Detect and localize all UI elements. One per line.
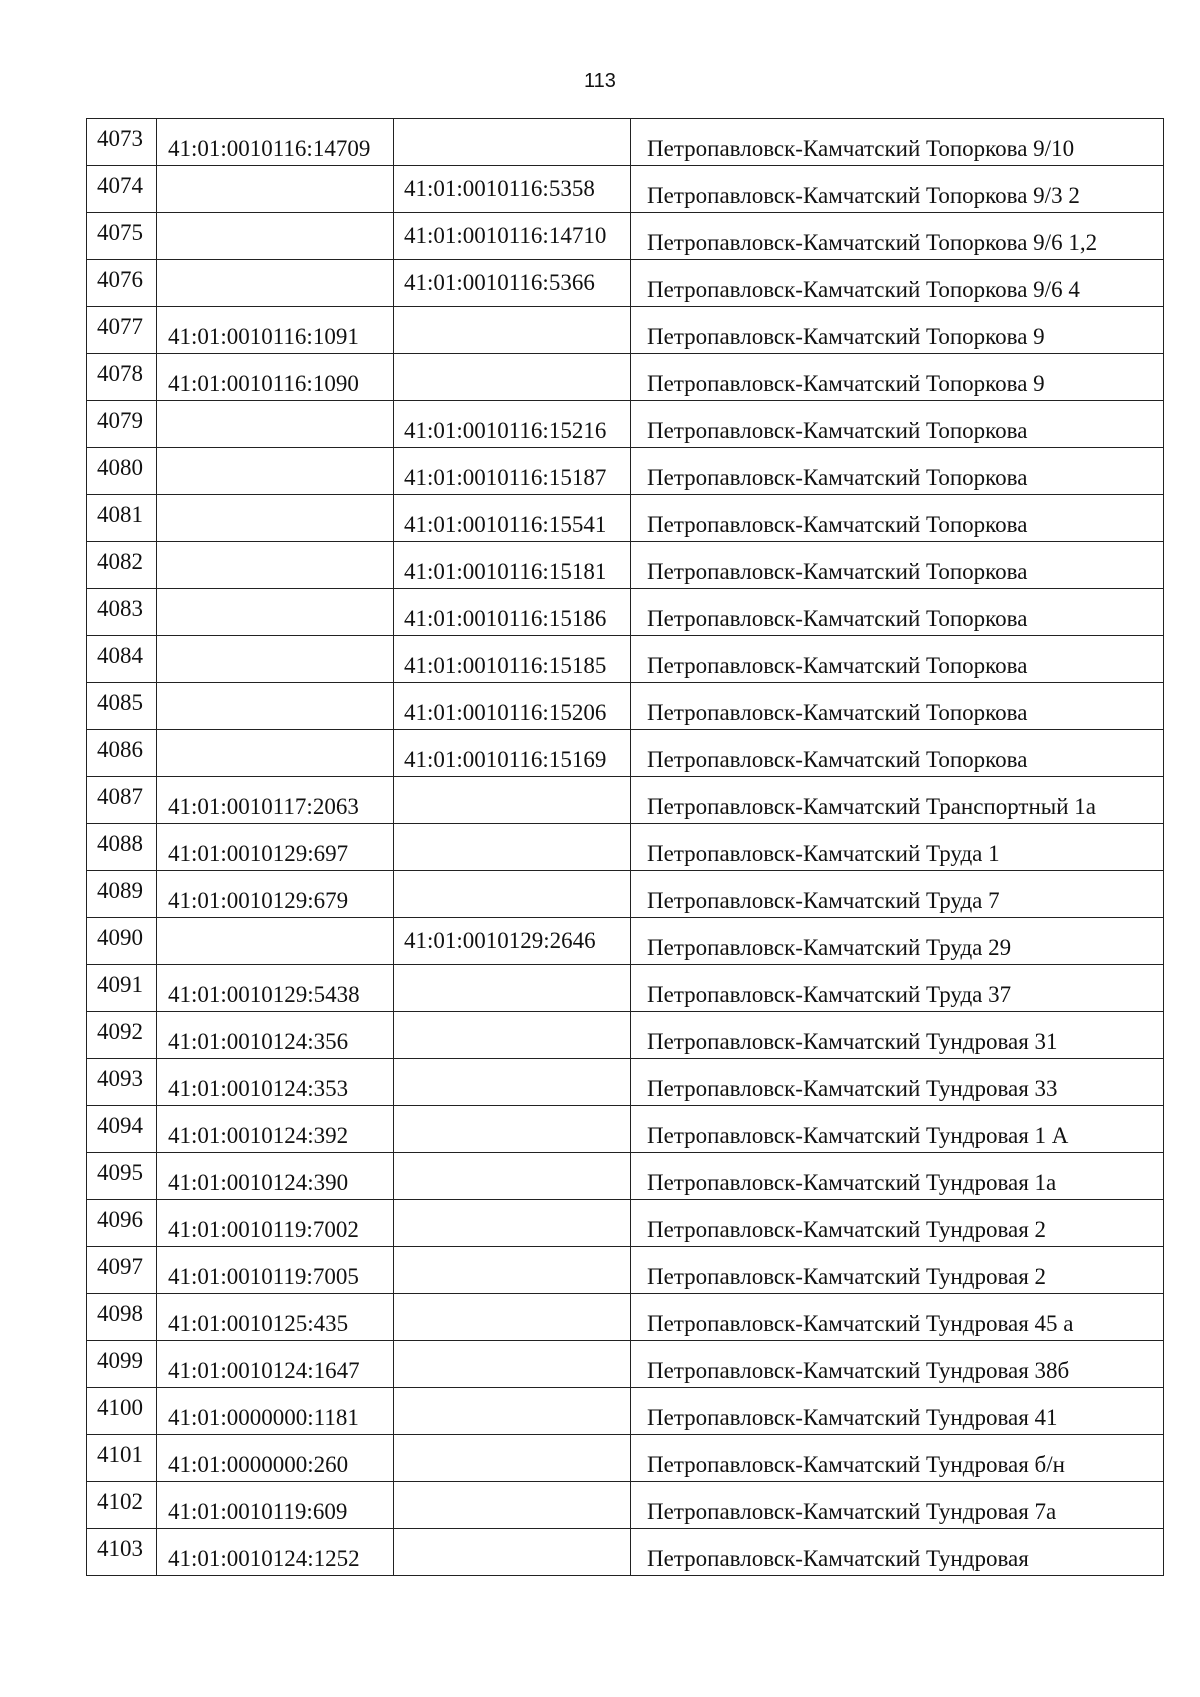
object-cadastral-number-cell bbox=[394, 260, 631, 307]
object-cadastral-number-cell bbox=[394, 1059, 631, 1106]
cadastral-number-cell bbox=[157, 871, 394, 918]
address: Петропавловск-Камчатский Труда 29 bbox=[647, 935, 1012, 960]
row-number-cell bbox=[87, 1529, 157, 1576]
address: Петропавловск-Камчатский Топоркова 9/10 bbox=[647, 136, 1075, 161]
row-number: 4103 bbox=[97, 1536, 143, 1561]
row-number: 4100 bbox=[97, 1395, 143, 1420]
object-cadastral-number-cell bbox=[394, 448, 631, 495]
address-cell bbox=[631, 401, 1164, 448]
table-row bbox=[87, 1106, 1164, 1153]
table-row bbox=[87, 918, 1164, 965]
row-number-cell bbox=[87, 166, 157, 213]
object-cadastral-number: 41:01:0010116:15181 bbox=[404, 559, 607, 584]
cadastral-number: 41:01:0010124:353 bbox=[168, 1076, 349, 1101]
row-number-cell bbox=[87, 542, 157, 589]
table-row bbox=[87, 401, 1164, 448]
row-number: 4094 bbox=[97, 1113, 143, 1138]
table-row bbox=[87, 1341, 1164, 1388]
address: Петропавловск-Камчатский Тундровая 33 bbox=[647, 1076, 1058, 1101]
row-number: 4084 bbox=[97, 643, 143, 668]
table-row bbox=[87, 730, 1164, 777]
table-row bbox=[87, 683, 1164, 730]
row-number: 4101 bbox=[97, 1442, 143, 1467]
cadastral-number-cell bbox=[157, 1388, 394, 1435]
row-number: 4099 bbox=[97, 1348, 143, 1373]
address: Петропавловск-Камчатский Топоркова 9/6 1,2 bbox=[647, 230, 1098, 255]
row-number: 4096 bbox=[97, 1207, 143, 1232]
address: Петропавловск-Камчатский Топоркова 9/6 4 bbox=[647, 277, 1080, 302]
row-number-cell bbox=[87, 965, 157, 1012]
object-cadastral-number-cell bbox=[394, 1106, 631, 1153]
address-cell bbox=[631, 1435, 1164, 1482]
table-row bbox=[87, 1059, 1164, 1106]
table-row bbox=[87, 1388, 1164, 1435]
address: Петропавловск-Камчатский Тундровая 7а bbox=[647, 1499, 1057, 1524]
cadastral-number: 41:01:0000000:260 bbox=[168, 1452, 349, 1477]
cadastral-number-cell bbox=[157, 1106, 394, 1153]
address-cell bbox=[631, 636, 1164, 683]
cadastral-number-cell bbox=[157, 777, 394, 824]
object-cadastral-number: 41:01:0010116:5366 bbox=[404, 270, 595, 295]
cadastral-number-cell bbox=[157, 1294, 394, 1341]
object-cadastral-number: 41:01:0010116:5358 bbox=[404, 176, 595, 201]
address: Петропавловск-Камчатский Топоркова bbox=[647, 747, 1028, 772]
table-row bbox=[87, 354, 1164, 401]
object-cadastral-number: 41:01:0010116:15541 bbox=[404, 512, 607, 537]
address: Петропавловск-Камчатский Транспортный 1а bbox=[647, 794, 1097, 819]
cadastral-number-cell bbox=[157, 1200, 394, 1247]
row-number-cell bbox=[87, 495, 157, 542]
object-cadastral-number-cell bbox=[394, 1200, 631, 1247]
address-cell bbox=[631, 1388, 1164, 1435]
address-cell bbox=[631, 589, 1164, 636]
object-cadastral-number-cell bbox=[394, 1482, 631, 1529]
address-cell bbox=[631, 1153, 1164, 1200]
object-cadastral-number-cell bbox=[394, 401, 631, 448]
table-row bbox=[87, 307, 1164, 354]
row-number: 4079 bbox=[97, 408, 143, 433]
cadastral-number: 41:01:0010124:390 bbox=[168, 1170, 349, 1195]
row-number: 4092 bbox=[97, 1019, 143, 1044]
address: Петропавловск-Камчатский Топоркова bbox=[647, 512, 1028, 537]
cadastral-number-cell bbox=[157, 1247, 394, 1294]
row-number: 4075 bbox=[97, 220, 143, 245]
address: Петропавловск-Камчатский Тундровая 2 bbox=[647, 1264, 1047, 1289]
row-number: 4091 bbox=[97, 972, 143, 997]
address: Петропавловск-Камчатский Топоркова bbox=[647, 700, 1028, 725]
row-number: 4098 bbox=[97, 1301, 143, 1326]
address-cell bbox=[631, 260, 1164, 307]
cadastral-number: 41:01:0010116:1090 bbox=[168, 371, 359, 396]
address-cell bbox=[631, 1482, 1164, 1529]
row-number-cell bbox=[87, 1059, 157, 1106]
address: Петропавловск-Камчатский Топоркова bbox=[647, 418, 1028, 443]
row-number: 4090 bbox=[97, 925, 143, 950]
table-row bbox=[87, 1153, 1164, 1200]
row-number-cell bbox=[87, 260, 157, 307]
cadastral-number-cell bbox=[157, 1012, 394, 1059]
table-row bbox=[87, 965, 1164, 1012]
table-row bbox=[87, 1482, 1164, 1529]
row-number-cell bbox=[87, 213, 157, 260]
row-number: 4086 bbox=[97, 737, 143, 762]
address-cell bbox=[631, 1247, 1164, 1294]
address-cell bbox=[631, 683, 1164, 730]
object-cadastral-number-cell bbox=[394, 1529, 631, 1576]
address: Петропавловск-Камчатский Тундровая 2 bbox=[647, 1217, 1047, 1242]
row-number: 4083 bbox=[97, 596, 143, 621]
table-row bbox=[87, 119, 1164, 166]
object-cadastral-number-cell bbox=[394, 1341, 631, 1388]
address: Петропавловск-Камчатский Тундровая bbox=[647, 1546, 1029, 1571]
address-cell bbox=[631, 542, 1164, 589]
row-number-cell bbox=[87, 1435, 157, 1482]
address: Петропавловск-Камчатский Топоркова bbox=[647, 606, 1028, 631]
row-number: 4088 bbox=[97, 831, 143, 856]
address-cell bbox=[631, 777, 1164, 824]
address: Петропавловск-Камчатский Тундровая 1а bbox=[647, 1170, 1057, 1195]
cadastral-number-cell bbox=[157, 589, 394, 636]
row-number-cell bbox=[87, 730, 157, 777]
row-number: 4097 bbox=[97, 1254, 143, 1279]
object-cadastral-number: 41:01:0010116:15206 bbox=[404, 700, 607, 725]
row-number: 4102 bbox=[97, 1489, 143, 1514]
address: Петропавловск-Камчатский Топоркова 9 bbox=[647, 324, 1045, 349]
address-cell bbox=[631, 824, 1164, 871]
row-number: 4081 bbox=[97, 502, 143, 527]
object-cadastral-number-cell bbox=[394, 1435, 631, 1482]
row-number: 4089 bbox=[97, 878, 143, 903]
address-cell bbox=[631, 1294, 1164, 1341]
cadastral-number-cell bbox=[157, 1435, 394, 1482]
row-number: 4078 bbox=[97, 361, 143, 386]
address: Петропавловск-Камчатский Тундровая 41 bbox=[647, 1405, 1058, 1430]
address: Петропавловск-Камчатский Топоркова 9/3 2 bbox=[647, 183, 1080, 208]
address-cell bbox=[631, 1341, 1164, 1388]
address: Петропавловск-Камчатский Труда 1 bbox=[647, 841, 1000, 866]
cadastral-number-cell bbox=[157, 448, 394, 495]
cadastral-number: 41:01:0010116:14709 bbox=[168, 136, 371, 161]
object-cadastral-number-cell bbox=[394, 166, 631, 213]
row-number-cell bbox=[87, 307, 157, 354]
cadastral-number: 41:01:0010116:1091 bbox=[168, 324, 359, 349]
row-number-cell bbox=[87, 1482, 157, 1529]
address-cell bbox=[631, 354, 1164, 401]
cadastral-number: 41:01:0010129:679 bbox=[168, 888, 349, 913]
address-cell bbox=[631, 1200, 1164, 1247]
object-cadastral-number-cell bbox=[394, 542, 631, 589]
row-number-cell bbox=[87, 401, 157, 448]
cadastral-number-cell bbox=[157, 1341, 394, 1388]
object-cadastral-number: 41:01:0010116:15186 bbox=[404, 606, 607, 631]
cadastral-number-cell bbox=[157, 354, 394, 401]
cadastral-number-cell bbox=[157, 636, 394, 683]
cadastral-number: 41:01:0010119:609 bbox=[168, 1499, 348, 1524]
address: Петропавловск-Камчатский Тундровая 31 bbox=[647, 1029, 1058, 1054]
object-cadastral-number-cell bbox=[394, 495, 631, 542]
table-row bbox=[87, 777, 1164, 824]
address-cell bbox=[631, 495, 1164, 542]
object-cadastral-number: 41:01:0010129:2646 bbox=[404, 928, 596, 953]
object-cadastral-number-cell bbox=[394, 119, 631, 166]
table-row bbox=[87, 1247, 1164, 1294]
object-cadastral-number-cell bbox=[394, 213, 631, 260]
object-cadastral-number: 41:01:0010116:15187 bbox=[404, 465, 607, 490]
address-cell bbox=[631, 871, 1164, 918]
cadastral-number: 41:01:0010124:356 bbox=[168, 1029, 349, 1054]
row-number-cell bbox=[87, 1153, 157, 1200]
object-cadastral-number-cell bbox=[394, 354, 631, 401]
table-row bbox=[87, 1435, 1164, 1482]
row-number: 4093 bbox=[97, 1066, 143, 1091]
cadastral-number: 41:01:0010129:5438 bbox=[168, 982, 360, 1007]
address: Петропавловск-Камчатский Тундровая 1 А bbox=[647, 1123, 1069, 1148]
object-cadastral-number-cell bbox=[394, 730, 631, 777]
cadastral-number-cell bbox=[157, 495, 394, 542]
cadastral-number: 41:01:0010117:2063 bbox=[168, 794, 359, 819]
cadastral-number: 41:01:0010124:392 bbox=[168, 1123, 349, 1148]
address-cell bbox=[631, 1529, 1164, 1576]
object-cadastral-number-cell bbox=[394, 918, 631, 965]
table-row bbox=[87, 1294, 1164, 1341]
cadastral-number-cell bbox=[157, 730, 394, 777]
address-cell bbox=[631, 730, 1164, 777]
cadastral-number-cell bbox=[157, 1482, 394, 1529]
cadastral-number-cell bbox=[157, 683, 394, 730]
row-number: 4073 bbox=[97, 126, 143, 151]
address: Петропавловск-Камчатский Топоркова bbox=[647, 465, 1028, 490]
object-cadastral-number-cell bbox=[394, 636, 631, 683]
row-number: 4074 bbox=[97, 173, 143, 198]
object-cadastral-number-cell bbox=[394, 1388, 631, 1435]
object-cadastral-number: 41:01:0010116:15169 bbox=[404, 747, 607, 772]
object-cadastral-number: 41:01:0010116:15216 bbox=[404, 418, 607, 443]
address-cell bbox=[631, 1012, 1164, 1059]
cadastral-number-cell bbox=[157, 965, 394, 1012]
cadastral-number-cell bbox=[157, 1153, 394, 1200]
cadastral-number: 41:01:0010124:1252 bbox=[168, 1546, 360, 1571]
cadastral-number-cell bbox=[157, 166, 394, 213]
cadastral-number-cell bbox=[157, 824, 394, 871]
cadastral-number-cell bbox=[157, 1059, 394, 1106]
address: Петропавловск-Камчатский Тундровая 38б bbox=[647, 1358, 1070, 1383]
table-row bbox=[87, 589, 1164, 636]
table-body bbox=[87, 119, 1164, 1576]
address: Петропавловск-Камчатский Топоркова bbox=[647, 559, 1028, 584]
object-cadastral-number-cell bbox=[394, 777, 631, 824]
address-cell bbox=[631, 918, 1164, 965]
row-number-cell bbox=[87, 1200, 157, 1247]
row-number: 4087 bbox=[97, 784, 143, 809]
object-cadastral-number-cell bbox=[394, 824, 631, 871]
cadastral-number-cell bbox=[157, 1529, 394, 1576]
table-row bbox=[87, 166, 1164, 213]
address-cell bbox=[631, 166, 1164, 213]
row-number-cell bbox=[87, 1106, 157, 1153]
address: Петропавловск-Камчатский Топоркова bbox=[647, 653, 1028, 678]
table-row bbox=[87, 1200, 1164, 1247]
cadastral-number-cell bbox=[157, 213, 394, 260]
cadastral-number: 41:01:0010119:7005 bbox=[168, 1264, 359, 1289]
object-cadastral-number-cell bbox=[394, 1294, 631, 1341]
table-row bbox=[87, 260, 1164, 307]
cadastral-number-cell bbox=[157, 542, 394, 589]
object-cadastral-number: 41:01:0010116:15185 bbox=[404, 653, 607, 678]
cadastral-number-cell bbox=[157, 918, 394, 965]
cadastral-number-cell bbox=[157, 260, 394, 307]
object-cadastral-number-cell bbox=[394, 1012, 631, 1059]
row-number-cell bbox=[87, 354, 157, 401]
row-number: 4077 bbox=[97, 314, 143, 339]
address-cell bbox=[631, 119, 1164, 166]
address: Петропавловск-Камчатский Топоркова 9 bbox=[647, 371, 1045, 396]
table-row bbox=[87, 871, 1164, 918]
cadastral-number-cell bbox=[157, 401, 394, 448]
cadastral-number: 41:01:0010125:435 bbox=[168, 1311, 349, 1336]
cadastral-number-cell bbox=[157, 119, 394, 166]
object-cadastral-number: 41:01:0010116:14710 bbox=[404, 223, 607, 248]
row-number-cell bbox=[87, 918, 157, 965]
object-cadastral-number-cell bbox=[394, 307, 631, 354]
table-row bbox=[87, 495, 1164, 542]
cadastral-number-cell bbox=[157, 307, 394, 354]
row-number-cell bbox=[87, 1247, 157, 1294]
table-row bbox=[87, 1012, 1164, 1059]
table-row bbox=[87, 1529, 1164, 1576]
address-cell bbox=[631, 1059, 1164, 1106]
object-cadastral-number-cell bbox=[394, 871, 631, 918]
table-row bbox=[87, 636, 1164, 683]
row-number-cell bbox=[87, 119, 157, 166]
address: Петропавловск-Камчатский Тундровая 45 а bbox=[647, 1311, 1074, 1336]
address-cell bbox=[631, 965, 1164, 1012]
cadastral-number: 41:01:0010129:697 bbox=[168, 841, 349, 866]
row-number-cell bbox=[87, 871, 157, 918]
address: Петропавловск-Камчатский Труда 7 bbox=[647, 888, 1000, 913]
table-row bbox=[87, 448, 1164, 495]
row-number: 4076 bbox=[97, 267, 143, 292]
row-number: 4080 bbox=[97, 455, 143, 480]
row-number-cell bbox=[87, 1388, 157, 1435]
row-number-cell bbox=[87, 589, 157, 636]
page-number: 113 bbox=[584, 70, 616, 92]
object-cadastral-number-cell bbox=[394, 1247, 631, 1294]
address-cell bbox=[631, 307, 1164, 354]
row-number-cell bbox=[87, 1341, 157, 1388]
row-number: 4085 bbox=[97, 690, 143, 715]
cadastral-table bbox=[86, 118, 1164, 1576]
row-number-cell bbox=[87, 683, 157, 730]
row-number-cell bbox=[87, 1012, 157, 1059]
row-number-cell bbox=[87, 1294, 157, 1341]
row-number-cell bbox=[87, 448, 157, 495]
object-cadastral-number-cell bbox=[394, 965, 631, 1012]
table-row bbox=[87, 824, 1164, 871]
cadastral-number: 41:01:0010119:7002 bbox=[168, 1217, 359, 1242]
object-cadastral-number-cell bbox=[394, 589, 631, 636]
address-cell bbox=[631, 213, 1164, 260]
cadastral-number: 41:01:0010124:1647 bbox=[168, 1358, 360, 1383]
address: Петропавловск-Камчатский Тундровая б/н bbox=[647, 1452, 1065, 1477]
address-cell bbox=[631, 448, 1164, 495]
address-cell bbox=[631, 1106, 1164, 1153]
row-number: 4095 bbox=[97, 1160, 143, 1185]
table-row bbox=[87, 542, 1164, 589]
row-number: 4082 bbox=[97, 549, 143, 574]
address: Петропавловск-Камчатский Труда 37 bbox=[647, 982, 1012, 1007]
object-cadastral-number-cell bbox=[394, 683, 631, 730]
row-number-cell bbox=[87, 777, 157, 824]
cadastral-number: 41:01:0000000:1181 bbox=[168, 1405, 359, 1430]
object-cadastral-number-cell bbox=[394, 1153, 631, 1200]
table-row bbox=[87, 213, 1164, 260]
row-number-cell bbox=[87, 636, 157, 683]
row-number-cell bbox=[87, 824, 157, 871]
